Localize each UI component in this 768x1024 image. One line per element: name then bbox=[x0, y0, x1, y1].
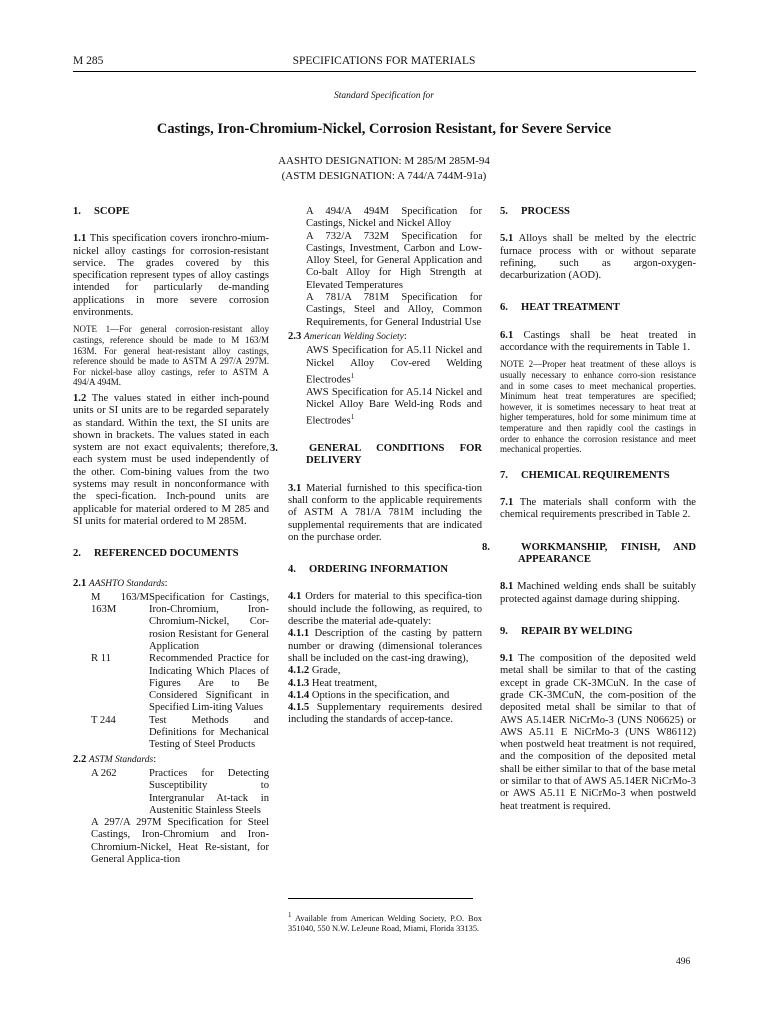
reference-r11: R 11 Recommended Practice for Indicating Which Places of Figures Are to Be Considered Significant in Specified Lim-iting Values bbox=[91, 653, 269, 714]
section-heading-chemical-requirements: 7. CHEMICAL REQUIREMENTS bbox=[500, 469, 670, 481]
running-header-code: M 285 bbox=[73, 55, 104, 67]
paragraph-4-1: 4.1 Orders for material to this specifica-tion should include the following, as required, to describe the material ade-quately: bbox=[288, 591, 482, 628]
subsection-2-2: 2.2 ASTM Standards: bbox=[73, 753, 157, 765]
header-rule bbox=[73, 71, 696, 72]
paragraph-7-1: 7.1 The materials shall conform with the chemical requirements prescribed in Table 2. bbox=[500, 497, 696, 521]
reference-m163: M 163/M 163M Specification for Castings, Iron-Chromium, Iron-Chromium-Nickel, Cor-rosion Resistant for General Application bbox=[91, 591, 269, 652]
reference-a494: A 494/A 494M Specification for Castings, Nickel and Nickel Alloy bbox=[306, 206, 482, 230]
section-heading-scope: 1. SCOPE bbox=[73, 206, 130, 217]
section-heading-general-conditions: 3. GENERAL CONDITIONS FOR DELIVERY bbox=[270, 443, 482, 467]
reference-a262: A 262 Practices for Detecting Susceptibility to Intergranular At-tack in Austenitic Stainless Steels bbox=[91, 767, 269, 816]
paragraph-6-1: 6.1 Castings shall be heat treated in accordance with the requirements in Table 1. bbox=[500, 329, 696, 354]
paragraph-5-1: 5.1 Alloys shall be melted by the electric furnace process with or without separate refining, such as argon-oxygen-decarburization (AOD). bbox=[500, 233, 696, 282]
paragraph-8-1: 8.1 Machined welding ends shall be suitably protected against damage during shipping. bbox=[500, 581, 697, 605]
designation-block bbox=[0, 154, 768, 184]
aashto-designation: AASHTO DESIGNATION: M 285/M 285M-94 bbox=[278, 155, 490, 167]
reference-a732: A 732/A 732M Specification for Castings, Investment, Carbon and Low-Alloy Steel, for General Application and Co-balt Alloy for High Strength at Elevated Temperatures bbox=[306, 230, 482, 291]
subsection-2-1: 2.1 AASHTO Standards: bbox=[73, 577, 168, 589]
column-middle bbox=[270, 206, 482, 727]
section-heading-heat-treatment: 6. HEAT TREATMENT bbox=[500, 302, 620, 314]
document-title: Castings, Iron-Chromium-Nickel, Corrosion Resistant, for Severe Service bbox=[156, 121, 612, 137]
section-heading-referenced-documents: 2. REFERENCED DOCUMENTS bbox=[73, 548, 239, 560]
footnote-rule bbox=[288, 898, 473, 899]
paragraph-9-1: 9.1 The composition of the deposited weld metal shall be similar to that of the casting except in grade CK-3MCuN. In the case of grade CK-3MCuN, the com-position of the deposited metal shall be similar to that of AWS A5.14ER NiCrMo-3 (UNS N06625) or AWS A5.11 E NiCrMo-3 (UNS W86112) when postweld heat treatment is not required, and the composition of the deposited metal shall be either similar to that of the base metal or similar to that of AWS A5.14ER NiCrMo-3 or AWS A5.11 E NiCrMo-3 when postweld heat treatment is required. bbox=[500, 653, 696, 812]
item-4-1-1: 4.1.1 Description of the casting by pattern number or drawing (dimensional tolerances shall be included on the cast-ing drawing), bbox=[288, 628, 482, 664]
paragraph-1-1: 1.1 This specification covers ironchro-mium-nickel alloy castings for corrosion-resistant service. The grades covered by this specification represent types of alloy castings intended for particularly de-manding applications in more severe corrosion environments. bbox=[73, 233, 269, 319]
item-4-1-4: 4.1.4 Options in the specification, and bbox=[288, 689, 450, 701]
paragraph-1-2: 1.2 The values stated in either inch-pound units or SI units are to be regarded separately as standard. Within the text, the SI units are shown in brackets. The values stated in each system are not exact equivalents; therefore, each system must be used independently of the other. Com-bining values from the two systems may result in nonconformance with the speci-fication. Inch-pound units are applicable for material ordered to M 285 and SI units for material ordered to M 285M. bbox=[73, 392, 269, 527]
item-4-1-2: 4.1.2 Grade, bbox=[288, 665, 341, 677]
section-heading-process: 5. PROCESS bbox=[500, 206, 570, 217]
astm-designation: (ASTM DESIGNATION: A 744/A 744M-91a) bbox=[281, 170, 487, 182]
reference-a297: A 297/A 297M Specification for Steel Castings, Iron-Chromium and Iron-Chromium-Nickel, Heat Re-sistant, for General Applica-tion bbox=[91, 817, 269, 866]
note-1: NOTE 1—For general corrosion-resistant alloy castings, reference should be made to M 163/M 163M. For general heat-resistant alloy castings, reference should be made to ASTM A 297/A 297M. For nickel-base alloy castings, refer to ASTM A 494/A 494M. bbox=[73, 324, 269, 388]
note-2: NOTE 2—Proper heat treatment of these alloys is usually necessary to enhance corro-sion resistance and in some cases to meet mechanical properties. Minimum heat treat temperatures are specified; however, it is sometimes necessary to heat treat at higher temperatures, hold for some minimum time at temperature and then rapidly cool the castings in order to enhance the corrosion resistance and meet mechanical properties. bbox=[500, 359, 696, 455]
section-heading-workmanship: 8. WORKMANSHIP, FINISH, AND APPEARANCE bbox=[482, 541, 696, 565]
running-header-title: SPECIFICATIONS FOR MATERIALS bbox=[292, 55, 476, 67]
footnote-1: $^1$ Available from American Welding Society, P.O. Box 351040, 550 N.W. LeJeune Road, Miami, Florida 33135. bbox=[288, 911, 482, 933]
reference-a781: A 781/A 781M Specification for Castings, Steel and Alloy, Common Requirements, for General Industrial Use bbox=[306, 292, 482, 328]
column-right bbox=[482, 206, 697, 813]
reference-t244: T 244 Test Methods and Definitions for Mechanical Testing of Steel Products bbox=[91, 714, 269, 751]
section-heading-repair-by-welding: 9. REPAIR BY WELDING bbox=[500, 625, 633, 637]
reference-aws-a514: AWS Specification for A5.14 Nickel and Nickel Alloy Bare Weld-ing Rods and Electrodes$^1$ bbox=[306, 386, 482, 427]
paragraph-3-1: 3.1 Material furnished to this specifica-tion shall conform to the applicable requirements of ASTM A 781/A 781M including the supplemental requirements that are indicated on the purchase order. bbox=[288, 482, 482, 543]
subsection-2-3: 2.3 American Welding Society: bbox=[288, 330, 407, 342]
item-4-1-5: 4.1.5 Supplementary requirements desired including the standards of accep-tance. bbox=[288, 702, 482, 726]
item-4-1-3: 4.1.3 Heat treatment, bbox=[288, 677, 378, 689]
reference-aws-a511: AWS Specification for A5.11 Nickel and Nickel Alloy Cov-ered Welding Electrodes$^1$ bbox=[306, 345, 482, 386]
document-kicker: Standard Specification for bbox=[334, 91, 434, 101]
page-number: 496 bbox=[676, 957, 691, 967]
column-left bbox=[73, 206, 269, 866]
section-heading-ordering-information: 4. ORDERING INFORMATION bbox=[288, 564, 448, 576]
